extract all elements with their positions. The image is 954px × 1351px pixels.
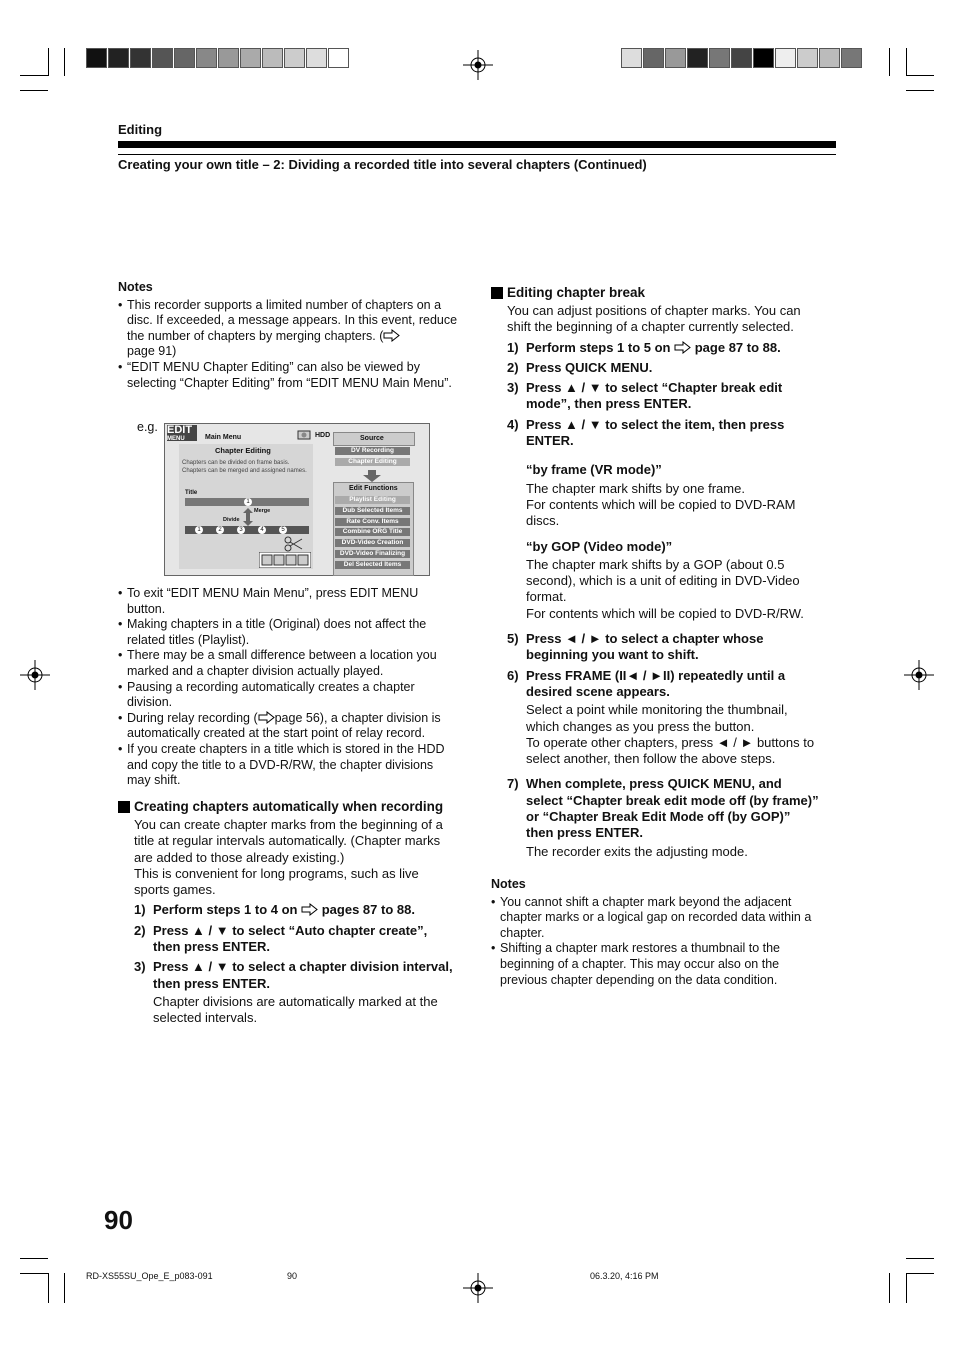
crop-mark: [64, 48, 65, 76]
right-notes: [491, 877, 823, 988]
notes-list: [118, 298, 458, 392]
step-text: Press ▲ / ▼ to select “Chapter break edit mode”, then press ENTER.: [526, 380, 783, 412]
step: [134, 902, 456, 918]
option-text: For contents which will be copied to DVD-RAM discs.: [526, 496, 796, 529]
color-swatch: [753, 48, 774, 68]
color-swatch: [284, 48, 305, 68]
crop-mark: [48, 1273, 49, 1303]
note-text: page 56), a chapter division is automatically created at the start point of relay record.: [127, 710, 441, 741]
step: [507, 631, 821, 664]
note-text: During relay recording (: [127, 710, 258, 725]
list-item: • “EDIT MENU Chapter Editing” can also be viewed by selecting “Chapter Editing” from “EDIT MENU Main Menu”.: [118, 360, 458, 391]
logo-text: EDIT: [167, 424, 193, 436]
step-num: 2): [507, 359, 519, 375]
option-text: The chapter mark shifts by a GOP (about 0.5 second), which is a unit of editing in DVD-Video format.: [526, 556, 800, 605]
arrow-right-icon: [674, 341, 691, 354]
crop-mark: [20, 1258, 48, 1259]
color-swatch: [86, 48, 107, 68]
step-text: Perform steps 1 to 5 on: [526, 339, 671, 355]
step: [507, 417, 821, 622]
edit-function-item: Dub Selected Items: [335, 507, 410, 515]
section-heading: [118, 798, 456, 816]
panel-desc: Chapters can be divided on frame basis. Chapters can be merged and assigned names.: [182, 460, 307, 474]
swatch-row-right: [621, 48, 863, 68]
crop-mark: [906, 1273, 934, 1274]
step-num: 2): [134, 922, 146, 938]
step-num: 7): [507, 776, 519, 792]
option-heading: “by frame (VR mode)”: [526, 462, 662, 478]
step-text: Press ▲ / ▼ to select the item, then press ENTER.: [526, 416, 785, 449]
source-item: DV Recording: [335, 447, 410, 455]
color-swatch: [841, 48, 862, 68]
registration-mark-icon: [463, 1273, 493, 1303]
color-swatch: [306, 48, 327, 68]
step-num: 5): [507, 631, 519, 647]
chapter-number: 2: [216, 526, 224, 534]
crop-mark: [906, 1258, 934, 1259]
logo-sub: MENU: [167, 436, 185, 442]
color-swatch: [152, 48, 173, 68]
chapter-bar: [185, 526, 309, 534]
footer-date: 06.3.20, 4:16 PM: [590, 1271, 659, 1281]
edit-functions-label: Edit Functions: [349, 485, 398, 492]
step-text: When complete, press QUICK MENU, and select “Chapter break edit mode off (by frame)” or “Chapter Break Edit Mode off (by GOP)” then press ENTER.: [526, 776, 819, 841]
color-swatch: [621, 48, 642, 68]
list-item: • To exit “EDIT MENU Main Menu”, press EDIT MENU button.: [118, 586, 458, 617]
notes-list: [491, 895, 823, 989]
crop-mark: [889, 1273, 890, 1303]
step: [507, 776, 821, 859]
color-swatch: [643, 48, 664, 68]
color-swatch: [240, 48, 261, 68]
page-title: Creating your own title – 2: Dividing a recorded title into several chapters (Continued): [118, 157, 647, 172]
color-swatch: [108, 48, 129, 68]
step: [507, 360, 821, 376]
edit-function-item: DVD-Video Finalizing: [335, 550, 410, 558]
chapter-number: 1: [195, 526, 203, 534]
step-num: 1): [507, 339, 519, 355]
registration-mark-icon: [904, 660, 934, 690]
body-text: You can adjust positions of chapter marks. You can shift the beginning of a chapter currently selected.: [507, 303, 801, 335]
crop-mark: [906, 75, 934, 76]
step-text: page 87 to 88.: [694, 339, 781, 355]
chapter-number: 4: [258, 526, 266, 534]
list-item: • Pausing a recording automatically creates a chapter division.: [118, 680, 458, 711]
arrow-down-icon: [363, 470, 381, 482]
edit-menu-screen: [164, 423, 430, 576]
list-item: • If you create chapters in a title which is stored in the HDD and copy the title to a DVD-R/RW, the chapter divisions may shift.: [118, 742, 458, 789]
crop-mark: [20, 75, 48, 76]
step-desc: To operate other chapters, press ◄ / ► buttons to select another, then follow the above steps.: [526, 734, 815, 767]
chapter-break-section: [491, 284, 821, 860]
option-heading: “by GOP (Video mode)”: [526, 538, 673, 554]
list-item: [118, 711, 458, 742]
square-bullet-icon: [118, 801, 130, 813]
edit-function-item: Rate Conv. Items: [335, 518, 410, 526]
merge-divide-arrow-icon: [243, 508, 253, 526]
step-text: Press ◄ / ► to select a chapter whose beginning you want to shift.: [526, 631, 764, 663]
section-heading: [491, 284, 821, 302]
crop-mark: [20, 1273, 48, 1274]
color-swatch: [731, 48, 752, 68]
crop-mark: [906, 90, 934, 91]
body-text: You can create chapter marks from the beginning of a title at regular intervals automatically. (Chapter marks are added to those already existing.): [134, 817, 443, 865]
list-item: • Making chapters in a title (Original) does not affect the related titles (Playlist).: [118, 617, 458, 648]
notes-heading: Notes: [491, 877, 526, 891]
list-item: • You cannot shift a chapter mark beyond the adjacent chapter marks or a logical gap on recorded data within a chapter.: [491, 895, 823, 942]
color-swatch: [687, 48, 708, 68]
step-text: pages 87 to 88.: [321, 902, 415, 918]
list-item: • There may be a small difference between a location you marked and a chapter division actually played.: [118, 648, 458, 679]
eg-label: e.g.: [137, 420, 158, 434]
page-number: 90: [104, 1205, 133, 1235]
crop-mark: [889, 48, 890, 76]
hdd-label: HDD: [315, 432, 331, 439]
heading-text: Editing chapter break: [507, 285, 646, 300]
step-num: 1): [134, 902, 146, 918]
step: [507, 340, 821, 356]
title-num: 1: [244, 498, 252, 506]
left-notes-bottom: [118, 586, 458, 789]
title-label: Title: [185, 490, 198, 496]
arrow-right-icon: [258, 711, 275, 724]
crop-mark: [20, 90, 48, 91]
edit-function-item: Playlist Editing: [335, 496, 410, 504]
step-text: Press ▲ / ▼ to select a chapter division interval, then press ENTER.: [153, 959, 453, 991]
auto-chapter-section: [118, 798, 456, 1027]
panel-title: Chapter Editing: [215, 446, 271, 455]
crop-mark: [906, 1273, 907, 1303]
color-swatch: [262, 48, 283, 68]
header-rule: [118, 141, 836, 148]
step-text: Perform steps 1 to 4 on: [153, 902, 298, 918]
color-swatch: [665, 48, 686, 68]
step-text: Press QUICK MENU.: [526, 359, 653, 375]
color-swatch: [709, 48, 730, 68]
arrow-right-icon: [301, 903, 318, 916]
step-desc: Select a point while monitoring the thumbnail, which changes as you press the button.: [526, 702, 788, 734]
step: [507, 380, 821, 413]
step-text: Press FRAME (II◄ / ►II) repeatedly until a desired scene appears.: [526, 667, 786, 699]
step: [134, 923, 456, 956]
step-num: 4): [507, 416, 519, 432]
scissors-icon: [283, 536, 303, 552]
chapter-number: 5: [279, 526, 287, 534]
color-swatch: [775, 48, 796, 68]
hdd-icon: [297, 430, 311, 440]
edit-function-item: Combine ORG Title: [335, 528, 410, 536]
color-swatch: [819, 48, 840, 68]
crop-mark: [906, 48, 907, 76]
merge-label: Merge: [254, 508, 271, 514]
main-menu-label: Main Menu: [205, 434, 242, 441]
step-text: Press ▲ / ▼ to select “Auto chapter create”, then press ENTER.: [153, 922, 428, 955]
color-swatch: [328, 48, 349, 68]
film-strip-icon: [259, 552, 311, 568]
body-text: This is convenient for long programs, such as live sports games.: [134, 865, 419, 898]
step: [134, 959, 456, 1026]
registration-mark-icon: [463, 50, 493, 80]
note-ref: page 91): [127, 344, 177, 359]
list-item: [118, 298, 458, 360]
heading-text: Creating chapters automatically when recording: [134, 799, 444, 814]
footer-file: RD-XS55SU_Ope_E_p083-091: [86, 1271, 213, 1281]
footer-page: 90: [287, 1271, 298, 1281]
step-num: 6): [507, 667, 519, 683]
notes-list: [118, 586, 458, 789]
section-label: Editing: [118, 122, 163, 137]
edit-function-item: DVD-Video Creation: [335, 539, 410, 547]
chapter-number: 3: [237, 526, 245, 534]
source-label: Source: [360, 435, 384, 442]
swatch-row-left: [86, 48, 350, 68]
square-bullet-icon: [491, 287, 503, 299]
source-item: Chapter Editing: [335, 458, 410, 466]
note-text: This recorder supports a limited number of chapters on a disc. If exceeded, a message appears. In this event, reduce the number of chapters by merging chapters. (: [127, 297, 458, 343]
color-swatch: [130, 48, 151, 68]
step-desc: Chapter divisions are automatically marked at the selected intervals.: [153, 993, 438, 1026]
list-item: • Shifting a chapter mark restores a thumbnail to the beginning of a chapter. This may occur also on the previous chapter depending on the data condition.: [491, 941, 823, 988]
step-desc: The recorder exits the adjusting mode.: [526, 843, 748, 859]
registration-mark-icon: [20, 660, 50, 690]
notes-heading: Notes: [118, 280, 153, 294]
step-num: 3): [134, 959, 146, 975]
color-swatch: [196, 48, 217, 68]
option-text: For contents which will be copied to DVD-R/RW.: [526, 605, 804, 621]
option-text: The chapter mark shifts by one frame.: [526, 480, 745, 496]
divide-label: Divide: [223, 517, 240, 523]
edit-function-item: Del Selected Items: [335, 561, 410, 569]
color-swatch: [218, 48, 239, 68]
header-thin-rule: [118, 154, 836, 155]
edit-logo: [167, 425, 197, 441]
color-swatch: [797, 48, 818, 68]
color-swatch: [174, 48, 195, 68]
step-num: 3): [507, 380, 519, 396]
arrow-right-icon: [383, 329, 400, 342]
crop-mark: [64, 1273, 65, 1303]
step: [507, 668, 821, 768]
left-notes: [118, 280, 458, 391]
crop-mark: [48, 48, 49, 76]
